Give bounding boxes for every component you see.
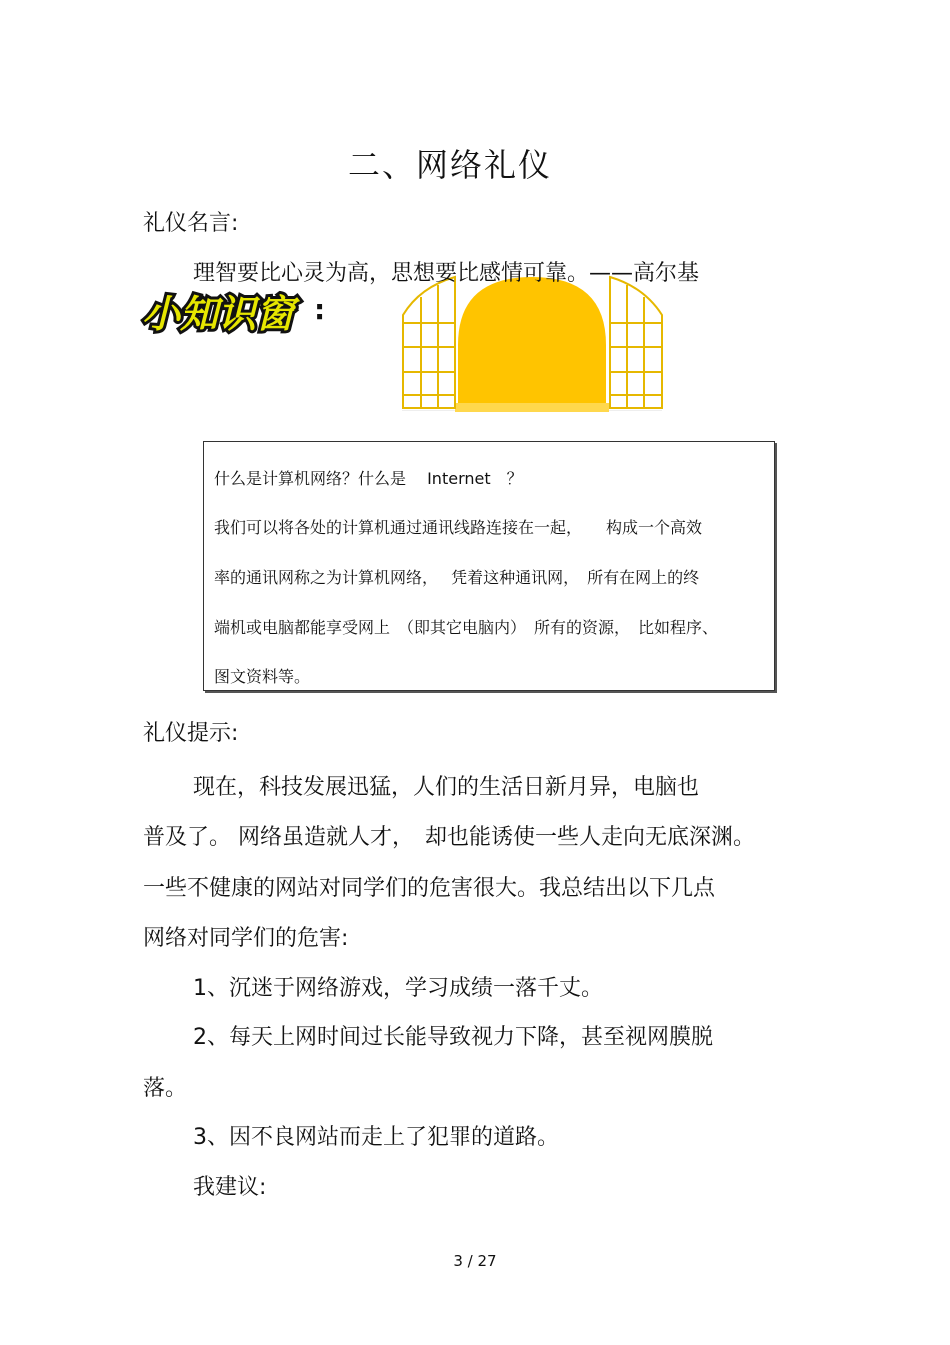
knowledge-window-badge xyxy=(138,287,338,339)
svg-text::: : xyxy=(314,293,326,326)
suggestion-heading: 我建议: xyxy=(193,1175,267,1200)
paragraph-line: 现在，科技发展迅猛，人们的生活日新月异，电脑也 xyxy=(193,775,700,800)
paragraph-line: 一些不健康的网站对同学们的危害很大。我总结出以下几点 xyxy=(143,876,716,901)
paragraph-line: 网络对同学们的危害: xyxy=(143,926,349,951)
list-item: 2、每天上网时间过长能导致视力下降，甚至视网膜脱 xyxy=(193,1025,713,1050)
badge-text: 小知识窗 xyxy=(142,291,295,336)
right-shutter-icon xyxy=(610,277,662,408)
page-title: 二、网络礼仪 xyxy=(347,146,552,184)
callout-line: 端机或电脑都能享受网上 （即其它电脑内） 所有的资源， 比如程序、 xyxy=(214,618,719,637)
list-item: 1、沉迷于网络游戏，学习成绩一落千丈。 xyxy=(193,976,603,1001)
callout-line: 图文资料等。 xyxy=(214,667,311,686)
sun-shape xyxy=(458,277,606,408)
list-item: 落。 xyxy=(143,1076,188,1101)
callout-box xyxy=(203,441,775,691)
callout-line: 什么是计算机网络？什么是 Internet ？ xyxy=(214,469,523,488)
quote-text: 理智要比心灵为高，思想要比感情可靠。——高尔基 xyxy=(193,261,700,286)
paragraph-line: 普及了。 网络虽造就人才， 却也能诱使一些人走向无底深渊。 xyxy=(143,825,755,850)
section-heading-quotes: 礼仪名言: xyxy=(143,211,239,236)
callout-line: 率的通讯网称之为计算机网络， 凭着这种通讯网， 所有在网上的终 xyxy=(214,568,700,587)
window-sun-illustration xyxy=(400,275,665,425)
section-heading-tips: 礼仪提示: xyxy=(143,721,239,746)
callout-line: 我们可以将各处的计算机通过通讯线路连接在一起， 构成一个高效 xyxy=(214,518,703,537)
left-shutter-icon xyxy=(403,277,455,408)
list-item: 3、因不良网站而走上了犯罪的道路。 xyxy=(193,1125,559,1150)
page-number: 3 / 27 xyxy=(453,1252,497,1270)
